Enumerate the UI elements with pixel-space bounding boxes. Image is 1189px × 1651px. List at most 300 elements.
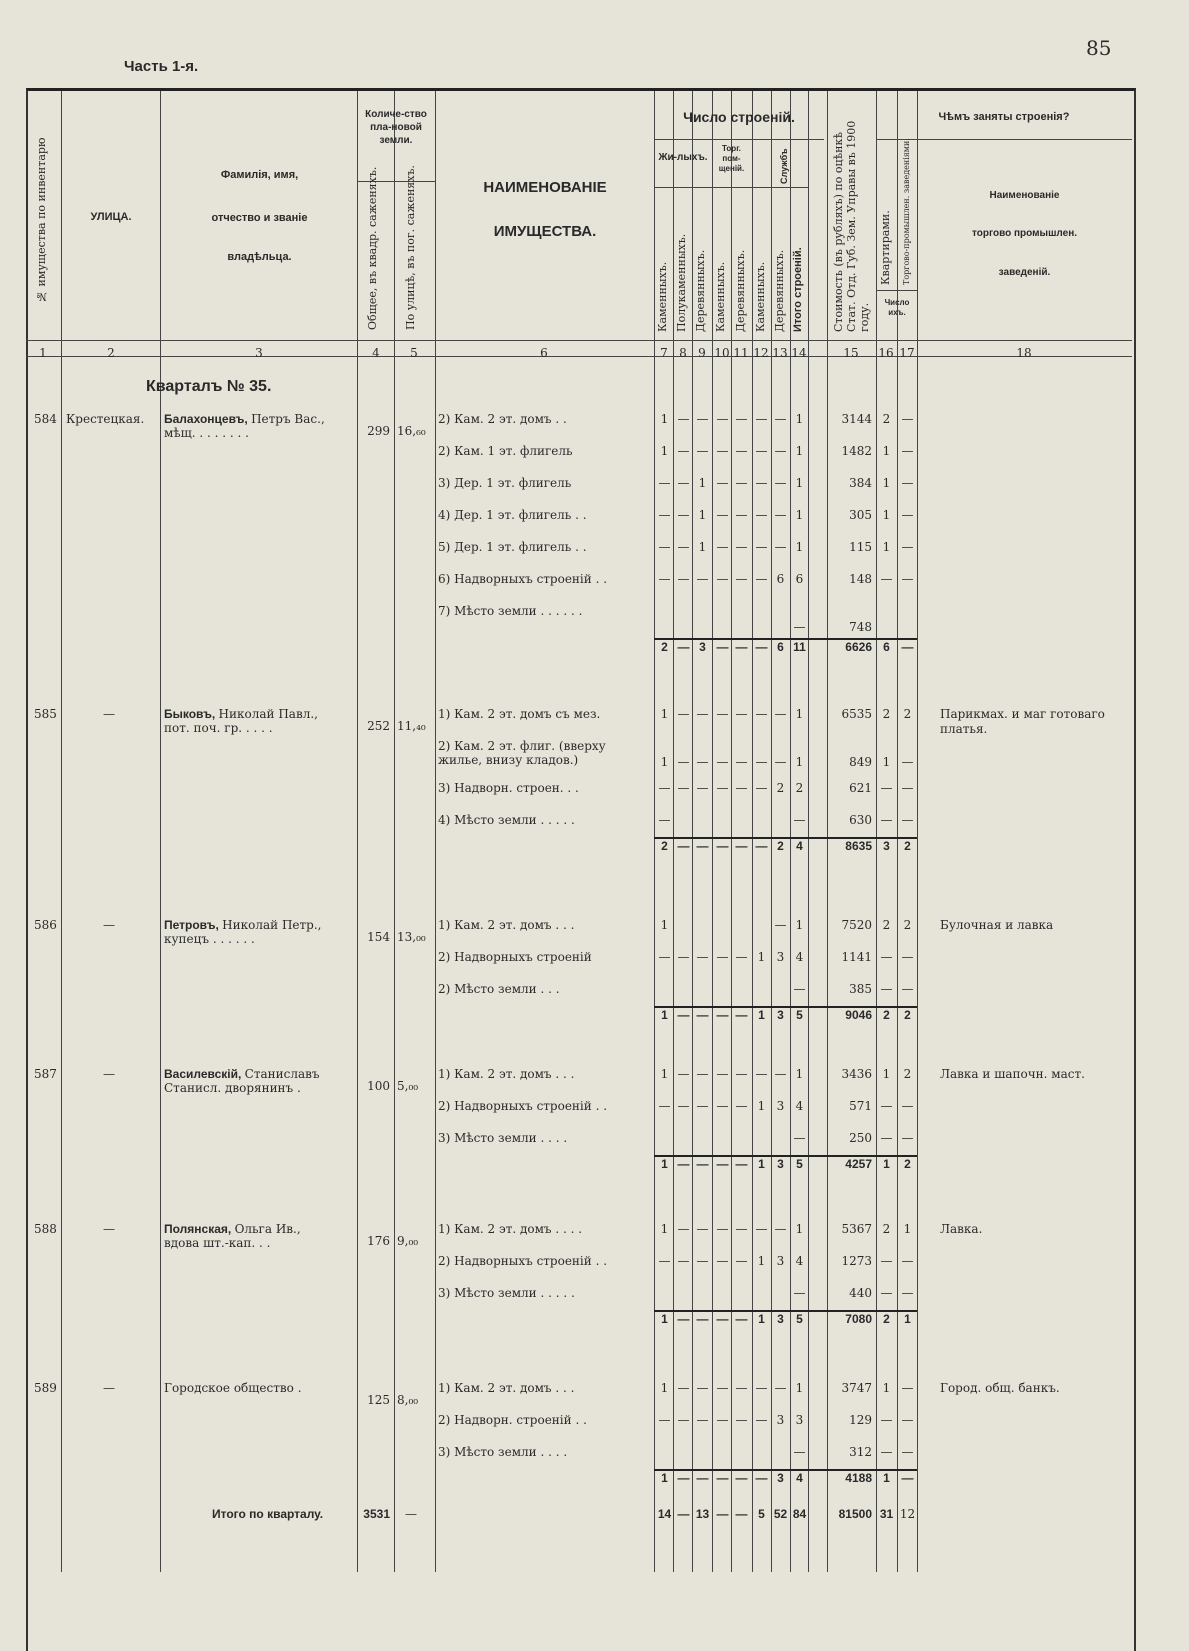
column-divider bbox=[61, 91, 62, 1572]
property-cost: 6535 bbox=[841, 707, 872, 721]
owner-surname: Балахонцевъ, bbox=[164, 412, 252, 426]
building-count: — bbox=[658, 781, 671, 795]
owner-name bbox=[164, 412, 325, 426]
building-count: 3 bbox=[776, 1099, 785, 1113]
property-cost: 3747 bbox=[841, 1381, 872, 1395]
property-cost: 440 bbox=[849, 1286, 872, 1300]
trade-count: — bbox=[901, 1413, 914, 1427]
building-count: 1 bbox=[795, 444, 804, 458]
column-number: 11 bbox=[733, 346, 749, 360]
part-label: Часть 1-я. bbox=[124, 58, 199, 75]
subtotal-count: — bbox=[735, 839, 748, 853]
trade-count: — bbox=[901, 1131, 914, 1145]
building-count: — bbox=[755, 444, 768, 458]
building-count: — bbox=[774, 508, 787, 522]
building-count: — bbox=[735, 1067, 748, 1081]
building-count: — bbox=[735, 412, 748, 426]
header-land-frontage: По улицѣ, въ пог. саженяхъ. bbox=[404, 165, 417, 330]
building-count: — bbox=[658, 1099, 671, 1113]
property-cost: 571 bbox=[849, 1099, 872, 1113]
building-count: — bbox=[677, 1381, 690, 1395]
building-count: — bbox=[716, 476, 729, 490]
grand-total-label: Итого по кварталу. bbox=[212, 1507, 324, 1521]
building-count: — bbox=[677, 476, 690, 490]
header-bottom-line bbox=[26, 340, 1132, 341]
building-count: — bbox=[677, 1222, 690, 1236]
building-count: 4 bbox=[795, 950, 804, 964]
property-item: 5) Дер. 1 эт. флигель . . bbox=[438, 540, 587, 554]
subtotal-count: 11 bbox=[793, 640, 806, 654]
building-count: — bbox=[755, 755, 768, 769]
page-number: 85 bbox=[1086, 36, 1112, 60]
subtotal-count: 2 bbox=[777, 839, 784, 853]
building-count: — bbox=[716, 540, 729, 554]
property-item: 3) Дер. 1 эт. флигель bbox=[438, 476, 572, 490]
property-cost: 621 bbox=[849, 781, 872, 795]
building-count: — bbox=[658, 540, 671, 554]
subtotal-count: 3 bbox=[777, 1157, 784, 1171]
inventory-number: 587 bbox=[34, 1067, 57, 1081]
building-count: — bbox=[658, 950, 671, 964]
column-divider bbox=[808, 91, 809, 1572]
street-name: — bbox=[103, 1067, 115, 1081]
column-number: 15 bbox=[843, 346, 859, 360]
establishment-name: Лавка и шапочн. маст. bbox=[940, 1067, 1085, 1081]
building-count: — bbox=[793, 1286, 806, 1300]
building-count: — bbox=[793, 813, 806, 827]
header-inventory-no: № имущества по инвентарю bbox=[35, 137, 48, 303]
subtotal-count: — bbox=[677, 1471, 690, 1485]
inventory-number: 589 bbox=[34, 1381, 57, 1395]
subtotal-count: — bbox=[696, 1157, 709, 1171]
grand-total-count: — bbox=[677, 1507, 690, 1521]
header-sub-semistone: Полукаменныхъ. bbox=[675, 233, 688, 332]
subtotal-apartments: 3 bbox=[883, 839, 890, 853]
subtotal-count: — bbox=[755, 640, 768, 654]
trade-count: — bbox=[901, 1286, 914, 1300]
column-divider bbox=[692, 91, 693, 1572]
column-number: 9 bbox=[698, 346, 706, 360]
property-item: 1) Кам. 2 эт. домъ . . . bbox=[438, 1381, 575, 1395]
property-item: 2) Кам. 2 эт. домъ . . bbox=[438, 412, 567, 426]
land-area: 176 bbox=[367, 1234, 390, 1248]
subtotal-count: 1 bbox=[758, 1157, 765, 1171]
building-count: — bbox=[755, 540, 768, 554]
building-count: — bbox=[658, 813, 671, 827]
property-item: 1) Кам. 2 эт. домъ съ мез. bbox=[438, 707, 601, 721]
subtotal-trade: 2 bbox=[904, 1157, 911, 1171]
establishment-name: Парикмах. и маг готоваго платья. bbox=[940, 707, 1105, 736]
building-count: — bbox=[716, 572, 729, 586]
property-item: 2) Надворн. строеній . . bbox=[438, 1413, 587, 1427]
subtotal-count: — bbox=[696, 839, 709, 853]
owner-title: купецъ . . . . . . bbox=[164, 932, 255, 946]
property-item: 2) Кам. 1 эт. флигель bbox=[438, 444, 573, 458]
grand-total-count: 52 bbox=[773, 1507, 788, 1521]
building-count: 1 bbox=[795, 1067, 804, 1081]
building-count: 4 bbox=[795, 1099, 804, 1113]
header-property-l1: НАИМЕНОВАНІЕ bbox=[483, 179, 607, 196]
header-trade-est: Торгово-промышлен. заведеніями. bbox=[902, 138, 911, 285]
subtotal-count: 4 bbox=[796, 839, 803, 853]
land-area: 100 bbox=[367, 1079, 390, 1093]
apartment-count: 1 bbox=[882, 444, 891, 458]
building-count: 1 bbox=[795, 1381, 804, 1395]
building-count: — bbox=[755, 781, 768, 795]
column-number: 8 bbox=[679, 346, 687, 360]
building-count: — bbox=[735, 572, 748, 586]
subtotal-count: 1 bbox=[758, 1008, 765, 1022]
building-count: — bbox=[755, 508, 768, 522]
header-est-name-l3: заведеній. bbox=[998, 267, 1051, 278]
subtotal-count: — bbox=[716, 839, 729, 853]
building-count: — bbox=[735, 707, 748, 721]
land-frontage: 16,₆₀ bbox=[397, 424, 426, 438]
building-count: — bbox=[755, 1067, 768, 1081]
subtotal-count: 1 bbox=[661, 1312, 668, 1326]
building-count: — bbox=[735, 1222, 748, 1236]
header-est-name-l2: торгово промышлен. bbox=[971, 228, 1078, 239]
property-item: 7) Мѣсто земли . . . . . . bbox=[438, 604, 583, 618]
building-count: — bbox=[677, 508, 690, 522]
apartment-count: 1 bbox=[882, 540, 891, 554]
column-number: 12 bbox=[753, 346, 769, 360]
building-count: — bbox=[716, 1254, 729, 1268]
building-count: — bbox=[658, 1413, 671, 1427]
header-count: Число ихъ. bbox=[884, 298, 910, 317]
header-subline bbox=[876, 290, 917, 291]
building-count: — bbox=[716, 412, 729, 426]
header-sub-wood3: Деревянныхъ. bbox=[773, 249, 786, 332]
trade-count: 2 bbox=[903, 707, 912, 721]
column-number: 2 bbox=[107, 346, 115, 360]
column-number: 4 bbox=[372, 346, 380, 360]
land-frontage: 8,₀₀ bbox=[397, 1393, 419, 1407]
building-count: — bbox=[696, 1413, 709, 1427]
building-count: — bbox=[716, 1099, 729, 1113]
header-subline bbox=[654, 187, 808, 188]
apartment-count: 1 bbox=[882, 476, 891, 490]
building-count: — bbox=[716, 707, 729, 721]
building-count: — bbox=[716, 755, 729, 769]
street-name: Крестецкая. bbox=[66, 412, 145, 426]
trade-count: — bbox=[901, 412, 914, 426]
property-item: 3) Мѣсто земли . . . . bbox=[438, 1131, 568, 1145]
building-count: 3 bbox=[776, 1413, 785, 1427]
property-cost: 1273 bbox=[841, 1254, 872, 1268]
apartment-count: 1 bbox=[882, 1067, 891, 1081]
building-count: — bbox=[774, 707, 787, 721]
subtotal-count: 1 bbox=[661, 1157, 668, 1171]
subtotal-apartments: 1 bbox=[883, 1157, 890, 1171]
building-count: — bbox=[677, 444, 690, 458]
trade-count: — bbox=[901, 444, 914, 458]
grand-total-cost: 81500 bbox=[838, 1507, 872, 1521]
trade-count: — bbox=[901, 508, 914, 522]
subtotal-count: — bbox=[677, 640, 690, 654]
street-name: — bbox=[103, 918, 115, 932]
subtotal-count: 4 bbox=[796, 1471, 803, 1485]
building-count: 3 bbox=[776, 950, 785, 964]
building-count: — bbox=[735, 950, 748, 964]
land-area: 154 bbox=[367, 930, 390, 944]
column-divider bbox=[731, 91, 732, 1572]
trade-count: — bbox=[901, 1099, 914, 1113]
property-cost: 384 bbox=[849, 476, 872, 490]
subtotal-count: — bbox=[716, 1471, 729, 1485]
subtotal-count: — bbox=[696, 1471, 709, 1485]
land-frontage: 11,₄₀ bbox=[397, 719, 426, 733]
building-count: — bbox=[774, 1381, 787, 1395]
apartment-count: 2 bbox=[882, 707, 891, 721]
owner-name bbox=[164, 918, 321, 932]
building-count: — bbox=[716, 1381, 729, 1395]
trade-count: 1 bbox=[903, 1222, 912, 1236]
building-count: — bbox=[677, 1254, 690, 1268]
subtotal-apartments: 1 bbox=[883, 1471, 890, 1485]
building-count: — bbox=[677, 540, 690, 554]
owner-name bbox=[164, 707, 318, 721]
building-count: — bbox=[696, 412, 709, 426]
apartment-count: — bbox=[880, 1099, 893, 1113]
property-cost: 849 bbox=[849, 755, 872, 769]
header-land-qty: Количе-ство пла-новой земли. bbox=[365, 109, 427, 146]
owner-given: Петръ Вас., bbox=[251, 412, 325, 426]
subtotal-count: — bbox=[716, 1008, 729, 1022]
building-count: — bbox=[755, 1222, 768, 1236]
column-number: 16 bbox=[878, 346, 894, 360]
building-count: 1 bbox=[660, 755, 669, 769]
owner-given: Николай Петр., bbox=[222, 918, 322, 932]
building-count: — bbox=[793, 1445, 806, 1459]
building-count: — bbox=[774, 540, 787, 554]
property-item: 1) Кам. 2 эт. домъ . . . bbox=[438, 918, 575, 932]
building-count: — bbox=[677, 572, 690, 586]
column-divider bbox=[790, 91, 791, 1572]
apartment-count: — bbox=[880, 1286, 893, 1300]
street-name: — bbox=[103, 1222, 115, 1236]
land-area: 252 bbox=[367, 719, 390, 733]
trade-count: 2 bbox=[903, 918, 912, 932]
trade-count: — bbox=[901, 781, 914, 795]
building-count: — bbox=[755, 707, 768, 721]
header-property-l2: ИМУЩЕСТВА. bbox=[493, 223, 597, 240]
building-count: 1 bbox=[660, 1381, 669, 1395]
owner-surname: Быковъ, bbox=[164, 707, 219, 721]
property-item: 1) Кам. 2 эт. домъ . . . . bbox=[438, 1222, 583, 1236]
subtotal-count: 5 bbox=[796, 1157, 803, 1171]
grand-total-count: 5 bbox=[758, 1507, 765, 1521]
building-count: — bbox=[735, 755, 748, 769]
column-number: 1 bbox=[39, 346, 47, 360]
property-item: 2) Мѣсто земли . . . bbox=[438, 982, 560, 996]
trade-count: — bbox=[901, 950, 914, 964]
colnum-bottom-line bbox=[26, 356, 1132, 357]
trade-count: — bbox=[901, 982, 914, 996]
building-count: — bbox=[658, 508, 671, 522]
grand-total-area: 3531 bbox=[363, 1507, 390, 1521]
grand-total-trade: 12 bbox=[899, 1507, 916, 1521]
column-number: 10 bbox=[714, 346, 730, 360]
apartment-count: — bbox=[880, 1131, 893, 1145]
building-count: — bbox=[696, 444, 709, 458]
building-count: — bbox=[716, 781, 729, 795]
building-count: — bbox=[696, 1222, 709, 1236]
building-count: 2 bbox=[795, 781, 804, 795]
building-count: — bbox=[677, 950, 690, 964]
subtotal-count: 3 bbox=[777, 1312, 784, 1326]
subtotal-cost: 9046 bbox=[845, 1008, 872, 1022]
apartment-count: — bbox=[880, 781, 893, 795]
inventory-number: 585 bbox=[34, 707, 57, 721]
building-count: — bbox=[774, 476, 787, 490]
header-owner-l1: Фамилія, имя, bbox=[220, 169, 299, 181]
owner-surname: Петровъ, bbox=[164, 918, 223, 932]
owner-given: Городское общество . bbox=[164, 1381, 302, 1395]
subtotal-trade: — bbox=[901, 640, 914, 654]
grand-total-count: 13 bbox=[695, 1507, 710, 1521]
property-cost: 312 bbox=[849, 1445, 872, 1459]
header-cost: Стоимость (въ рубляхъ) по оцѣнкѣ Стат. Отд. Губ. Зем. Управы въ 1900 году. bbox=[832, 120, 871, 332]
building-count: — bbox=[677, 755, 690, 769]
building-count: 2 bbox=[776, 781, 785, 795]
apartment-count: — bbox=[880, 813, 893, 827]
building-count: — bbox=[658, 572, 671, 586]
building-count: — bbox=[735, 476, 748, 490]
trade-count: — bbox=[901, 1381, 914, 1395]
subtotal-count: — bbox=[755, 1471, 768, 1485]
property-cost: 148 bbox=[849, 572, 872, 586]
apartment-count: — bbox=[880, 1254, 893, 1268]
subtotal-count: 5 bbox=[796, 1008, 803, 1022]
owner-given: Станиславъ bbox=[244, 1067, 320, 1081]
column-divider bbox=[771, 91, 772, 1572]
building-count: 1 bbox=[795, 707, 804, 721]
column-number: 5 bbox=[410, 346, 418, 360]
subtotal-apartments: 2 bbox=[883, 1008, 890, 1022]
grand-total-frontage: — bbox=[405, 1507, 417, 1521]
subtotal-trade: — bbox=[901, 1471, 914, 1485]
apartment-count: 2 bbox=[882, 1222, 891, 1236]
owner-given: Ольга Ив., bbox=[234, 1222, 301, 1236]
header-apartments: Квартирами. bbox=[879, 210, 892, 285]
subtotal-cost: 4257 bbox=[845, 1157, 872, 1171]
subtotal-count: 2 bbox=[661, 640, 668, 654]
header-owner-l3: владѣльца. bbox=[227, 251, 292, 263]
subtotal-cost: 6626 bbox=[845, 640, 872, 654]
property-item: 2) Надворныхъ строеній . . bbox=[438, 1099, 608, 1113]
building-count: 4 bbox=[795, 1254, 804, 1268]
subtotal-apartments: 2 bbox=[883, 1312, 890, 1326]
owner-title: пот. поч. гр. . . . . bbox=[164, 721, 273, 735]
owner-name bbox=[164, 1222, 301, 1236]
building-count: — bbox=[677, 412, 690, 426]
header-est-name-l1: Наименованіе bbox=[989, 190, 1060, 201]
property-cost: 1141 bbox=[841, 950, 872, 964]
building-count: — bbox=[716, 444, 729, 458]
building-count: 3 bbox=[795, 1413, 804, 1427]
owner-surname: Полянская, bbox=[164, 1222, 235, 1236]
trade-count: — bbox=[901, 813, 914, 827]
building-count: — bbox=[696, 950, 709, 964]
building-count: 1 bbox=[660, 707, 669, 721]
subtotal-count: — bbox=[696, 1008, 709, 1022]
subtotal-count: 1 bbox=[661, 1008, 668, 1022]
property-item: 4) Дер. 1 эт. флигель . . bbox=[438, 508, 587, 522]
building-count: — bbox=[755, 572, 768, 586]
subtotal-count: 2 bbox=[661, 839, 668, 853]
building-count: — bbox=[774, 918, 787, 932]
header-subline bbox=[876, 139, 1132, 140]
building-count: — bbox=[755, 476, 768, 490]
owner-title: мѣщ. . . . . . . . bbox=[164, 426, 249, 440]
trade-count: — bbox=[901, 755, 914, 769]
building-count: — bbox=[716, 1067, 729, 1081]
column-divider bbox=[357, 91, 358, 1572]
establishment-name: Город. общ. банкъ. bbox=[940, 1381, 1060, 1395]
header-sub-stone2: Каменныхъ. bbox=[714, 261, 727, 332]
grand-total-apartments: 31 bbox=[879, 1507, 894, 1521]
building-count: — bbox=[735, 508, 748, 522]
subtotal-apartments: 6 bbox=[883, 640, 890, 654]
building-count: 1 bbox=[698, 476, 707, 490]
subtotal-count: — bbox=[735, 1471, 748, 1485]
apartment-count: — bbox=[880, 1445, 893, 1459]
column-number: 7 bbox=[660, 346, 668, 360]
property-cost: 5367 bbox=[841, 1222, 872, 1236]
property-cost: 7520 bbox=[841, 918, 872, 932]
building-count: 1 bbox=[795, 755, 804, 769]
building-count: — bbox=[677, 707, 690, 721]
owner-name bbox=[164, 1067, 320, 1081]
column-divider bbox=[712, 91, 713, 1572]
owner-name bbox=[164, 1381, 302, 1395]
building-count: — bbox=[774, 444, 787, 458]
building-count: — bbox=[696, 572, 709, 586]
header-sub-stone3: Каменныхъ. bbox=[754, 261, 767, 332]
subtotal-count: — bbox=[716, 640, 729, 654]
grand-total-count: — bbox=[716, 1507, 729, 1521]
subtotal-count: 5 bbox=[796, 1312, 803, 1326]
apartment-count: — bbox=[880, 1413, 893, 1427]
property-cost: 115 bbox=[849, 540, 872, 554]
owner-surname: Василевскій, bbox=[164, 1067, 245, 1081]
apartment-count: — bbox=[880, 572, 893, 586]
header-sub-stone: Каменныхъ. bbox=[656, 261, 669, 332]
subtotal-trade: 2 bbox=[904, 1008, 911, 1022]
building-count: 1 bbox=[757, 950, 766, 964]
apartment-count: 2 bbox=[882, 918, 891, 932]
street-name: — bbox=[103, 707, 115, 721]
subtotal-count: — bbox=[735, 640, 748, 654]
building-count: — bbox=[716, 1222, 729, 1236]
property-item: 2) Надворныхъ строеній bbox=[438, 950, 592, 964]
subtotal-count: 1 bbox=[661, 1471, 668, 1485]
building-count: — bbox=[658, 1254, 671, 1268]
subtotal-count: — bbox=[696, 1312, 709, 1326]
building-count: 1 bbox=[795, 918, 804, 932]
subtotal-count: — bbox=[735, 1008, 748, 1022]
subtotal-count: — bbox=[716, 1157, 729, 1171]
inventory-number: 588 bbox=[34, 1222, 57, 1236]
property-item: 6) Надворныхъ строеній . . bbox=[438, 572, 608, 586]
grand-total-count: 14 bbox=[657, 1507, 672, 1521]
property-item: 2) Надворныхъ строеній . . bbox=[438, 1254, 608, 1268]
subtotal-trade: 2 bbox=[904, 839, 911, 853]
building-count: 1 bbox=[795, 508, 804, 522]
land-frontage: 5,₀₀ bbox=[397, 1079, 419, 1093]
establishment-name: Булочная и лавка bbox=[940, 918, 1054, 932]
